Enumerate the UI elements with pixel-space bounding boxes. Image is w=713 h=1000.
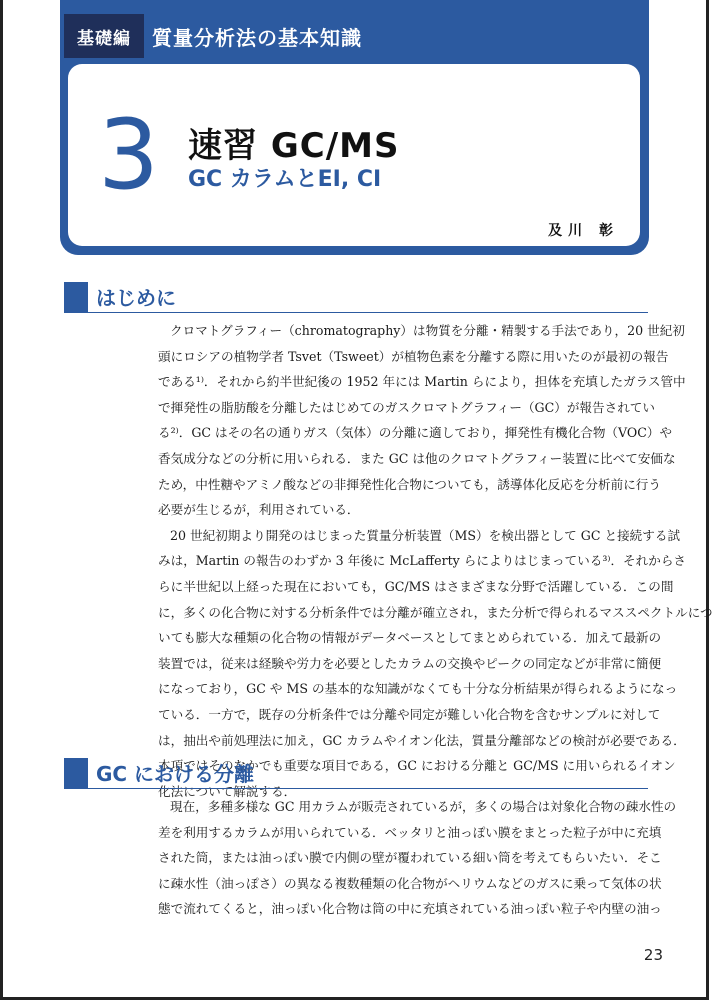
paragraph-line: 必要が生じるが，利用されている．: [158, 502, 360, 518]
paragraph-line: 差を利用するカラムが用いられている．ベッタリと油っぽい膜をまとった粒子が中に充填: [158, 824, 662, 840]
chapter-title: 速習 GC/MS: [188, 126, 400, 166]
paragraph-line: ため，中性糖やアミノ酸などの非揮発性化合物についても，誘導体化反応を分析前に行う: [158, 476, 661, 492]
section-heading-text: GC における分離: [96, 762, 255, 786]
paragraph-line: に，多くの化合物に対する分析条件では分離が確立され，また分析で得られるマススペクトルにつ: [158, 604, 713, 620]
section-heading-introduction: [64, 281, 648, 313]
paragraph-line: 本項ではそのなかでも重要な項目である，GC における分離と GC/MS に用いられるイオン: [158, 758, 676, 774]
paragraph-line: 頭にロシアの植物学者 Tsvet（Tsweet）が植物色素を分離する際に用いたのが最初の報告: [158, 348, 669, 364]
paragraph-line: された筒，または油っぽい膜で内側の壁が覆われている細い筒を考えてもらいたい．そこ: [158, 850, 662, 866]
paragraph-line: になっており，GC や MS の基本的な知識がなくても十分な分析結果が得られるようになっ: [158, 681, 678, 697]
paragraph-line: 態で流れてくると，油っぽい化合物は筒の中に充填されている油っぽい粒子や内壁の油っ: [158, 901, 662, 917]
series-title: 質量分析法の基本知識: [152, 25, 362, 50]
paragraph-line: 香気成分などの分析に用いられる．また GC は他のクロマトグラフィー装置に比べて安価な: [158, 450, 676, 466]
section-heading-gc-separation: [64, 757, 648, 789]
paragraph-line: らに半世紀以上経った現在においても，GC/MS はさまざまな分野で活躍している．この間: [158, 578, 674, 594]
paragraph-line: みは，Martin の報告のわずか 3 年後に McLafferty らによりはじまっている³⁾．それからさ: [158, 553, 687, 569]
series-tag: 基礎編: [64, 14, 144, 58]
paragraph-line: ている．一方で，既存の分析条件では分離や同定が難しい化合物を含むサンプルに対して: [158, 706, 661, 722]
paragraph-line: いても膨大な種類の化合物の情報がデータベースとしてまとめられている．加えて最新の: [158, 630, 662, 646]
paragraph-line: は，抽出や前処理法に加え，GC カラムやイオン化法，質量分離部などの検討が必要である．: [158, 732, 686, 748]
gc-separation-body: [158, 794, 677, 922]
paragraph-line: る²⁾．GC はその名の通りガス（気体）の分離に適しており，揮発性有機化合物（VOC）や: [158, 425, 673, 441]
chapter-number: 3: [98, 99, 160, 211]
page-number: 23: [643, 946, 663, 964]
paragraph-line: クロマトグラフィー（chromatography）は物質を分離・精製する手法であり，20 世紀初: [170, 323, 685, 338]
section-marker: [64, 282, 88, 312]
paragraph-line: 装置では，従来は経験や労力を必要としたカラムの交換やピークの同定などが非常に簡便: [158, 655, 662, 671]
paragraph-line: 現在，多種多様な GC 用カラムが販売されているが，多くの場合は対象化合物の疎水性の: [170, 799, 677, 814]
paragraph-line: に疎水性（油っぽさ）の異なる複数種類の化合物がヘリウムなどのガスに乗って気体の状: [158, 875, 662, 891]
section-marker: [64, 758, 88, 788]
paragraph-line: で揮発性の脂肪酸を分離したはじめてのガスクロマトグラフィー（GC）が報告されてい: [158, 399, 655, 415]
paragraph-line: である¹⁾．それから約半世紀後の 1952 年には Martin らにより，担体を充填したガラス管中: [158, 374, 686, 390]
chapter-subtitle: GC カラムとEI, CI: [188, 167, 382, 192]
author-name: 及川 彰: [548, 223, 619, 239]
introduction-body: [158, 318, 713, 804]
paragraph-line: 20 世紀初期より開発のはじまった質量分析装置（MS）を検出器として GC と接続する試: [170, 527, 681, 543]
paragraph-line: 化法について解説する．: [158, 783, 297, 799]
section-heading-text: はじめに: [96, 286, 176, 310]
